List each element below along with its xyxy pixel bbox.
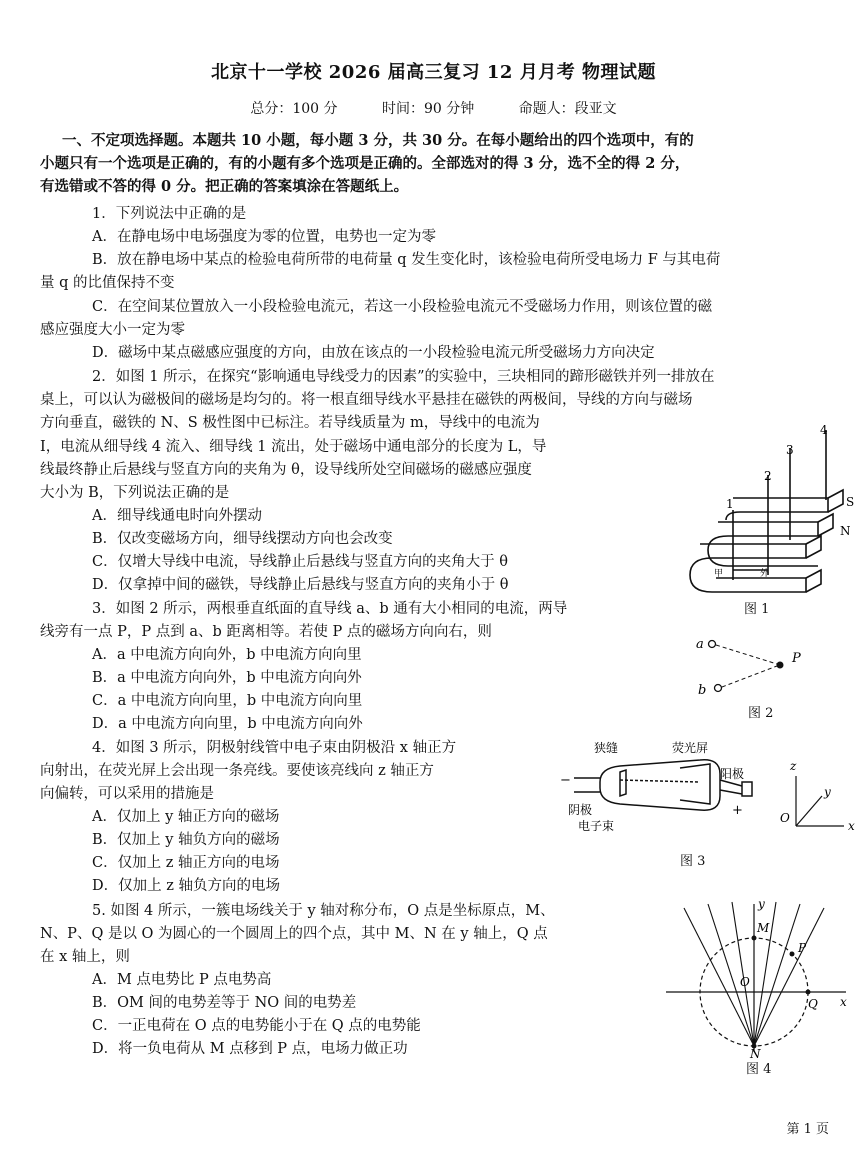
dashed-line-bp: [722, 666, 777, 687]
fig1-label: 2: [764, 469, 772, 483]
q3-option-a: A．a 中电流方向向外，b 中电流方向向里: [92, 647, 362, 663]
q1-option-b-cont: 量 q 的比值保持不变: [40, 275, 175, 291]
wire-b-dot: [715, 685, 722, 692]
fig2-label-b: b: [698, 683, 707, 698]
cathode-connector: [574, 778, 600, 792]
section-instruction-line: 小题只有一个选项是正确的，有的小题有多个选项是正确的。全部选对的得 3 分，选不全的得 2 分，: [40, 155, 690, 172]
q2-stem: 桌上，可以认为磁极间的磁场是均匀的。将一根直细导线水平悬挂在磁铁的两极间，导线的方向与磁场: [40, 392, 693, 408]
section-instruction-line: 有选错或不答的得 0 分。把正确的答案填涂在答题纸上。: [40, 178, 409, 195]
q4-option-c: C．仅加上 z 轴正方向的电场: [92, 855, 280, 871]
point-q: [806, 990, 811, 995]
fig1-label-n: N: [840, 524, 851, 538]
q2-option-b: B．仅改变磁场方向，细导线摆动方向也会改变: [92, 531, 393, 547]
figure-1-horseshoe-magnets: [678, 420, 858, 620]
figure-3-cathode-ray-tube: [560, 730, 860, 850]
q1-stem: 1．下列说法中正确的是: [92, 206, 247, 222]
fig1-label: 4: [820, 423, 828, 437]
page-number: 第 1 页: [786, 1122, 829, 1137]
q2-stem: I，电流从细导线 4 流入、细导线 1 流出，处于磁场中通电部分的长度为 L，导: [40, 439, 547, 455]
q5-option-b: B．OM 间的电势差等于 NO 间的电势差: [92, 995, 357, 1011]
q2-option-d: D．仅拿掉中间的磁铁，导线静止后悬线与竖直方向的夹角小于 θ: [92, 577, 509, 593]
screen: [680, 764, 710, 804]
figure-4-caption: 图 4: [746, 1062, 772, 1077]
q2-stem: 线最终静止后悬线与竖直方向的夹角为 θ，设导线所处空间磁场的磁感应强度: [40, 462, 532, 478]
fig2-label-a: a: [696, 637, 704, 652]
q1-option-a: A．在静电场中电场强度为零的位置，电势也一定为零: [92, 229, 436, 245]
q2-stem: 2．如图 1 所示，在探究“影响通电导线受力的因素”的实验中，三块相同的蹄形磁铁并列一排放在: [92, 369, 715, 385]
anode-connector: [720, 780, 742, 794]
fig1-label: 1: [726, 497, 734, 511]
q5-option-c: C．一正电荷在 O 点的电势能小于在 Q 点的电势能: [92, 1018, 421, 1034]
fig2-label-p: P: [792, 651, 801, 666]
section-instruction-line: 一、不定项选择题。本题共 10 小题，每小题 3 分，共 30 分。在每小题给出的四个选项中，有的: [62, 132, 694, 149]
slit-plate: [620, 770, 626, 796]
total-score: 总分：100 分: [250, 101, 338, 117]
fig4-label-p: P: [798, 941, 807, 955]
magnet-shapes: [690, 430, 843, 592]
fig3-label-beam: 电子束: [578, 819, 615, 833]
q3-option-b: B．a 中电流方向向外，b 中电流方向向外: [92, 670, 362, 686]
fig1-label: 甲: [714, 569, 724, 579]
fig3-label-slit: 狭缝: [594, 741, 619, 755]
page-title: 北京十一学校 2026 届高三复习 12 月月考 物理试题: [211, 62, 656, 83]
figure-1-caption: 图 1: [744, 602, 770, 617]
fig3-minus: −: [560, 773, 571, 788]
q2-option-a: A．细导线通电时向外摆动: [92, 508, 262, 524]
q4-stem: 向偏转，可以采用的措施是: [40, 786, 214, 802]
q3-option-d: D．a 中电流方向向里，b 中电流方向向外: [92, 716, 363, 732]
magnet-top: [726, 498, 828, 520]
magnet-end-bottom: [806, 536, 821, 558]
q1-option-c: C．在空间某位置放入一小段检验电流元，若这一小段检验电流元不受磁场力作用，则该位置的磁: [92, 299, 713, 315]
magnet-end-top: [828, 490, 843, 512]
fig3-plus: +: [732, 803, 743, 818]
magnet-end-mid: [818, 514, 833, 536]
figure-2-caption: 图 2: [748, 706, 774, 721]
exam-time: 时间：90 分钟: [381, 101, 475, 117]
anode-cap: [742, 782, 752, 796]
q4-stem: 向射出，在荧光屏上会出现一条亮线。要使该亮线向 z 轴正方: [40, 763, 434, 779]
q1-option-b: B．放在静电场中某点的检验电荷所带的电荷量 q 发生变化时，该检验电荷所受电场力 F 与其电荷: [92, 252, 721, 268]
electron-beam: [620, 780, 700, 782]
fig4-label-q: Q: [808, 997, 818, 1011]
q2-option-c: C．仅增大导线中电流，导线静止后悬线与竖直方向的夹角大于 θ: [92, 554, 508, 570]
fig3-axis-y: y: [824, 785, 831, 799]
fig3-axis-x: x: [848, 819, 855, 833]
fig4-label-y: y: [758, 897, 765, 911]
figure-3-caption: 图 3: [680, 854, 706, 869]
q3-stem: 线旁有一点 P，P 点到 a、b 距离相等。若使 P 点的磁场方向向右，则: [40, 624, 492, 640]
fig4-label-x: x: [840, 995, 847, 1009]
figure-2-wires: [690, 628, 820, 700]
q4-option-d: D．仅加上 z 轴负方向的电场: [92, 878, 280, 894]
fig1-label-s: S: [846, 495, 855, 509]
fig3-label-screen: 荧光屏: [672, 741, 709, 755]
q4-option-b: B．仅加上 y 轴负方向的磁场: [92, 832, 280, 848]
q2-stem: 方向垂直，磁铁的 N、S 极性图中已标注。若导线质量为 m，导线中的电流为: [40, 415, 540, 431]
point-p: [790, 952, 795, 957]
q5-option-a: A．M 点电势比 P 点电势高: [92, 972, 272, 988]
q5-option-d: D．将一负电荷从 M 点移到 P 点，电场力做正功: [92, 1041, 408, 1057]
q5-stem: 5. 如图 4 所示，一簇电场线关于 y 轴对称分布，O 点是坐标原点，M、: [92, 903, 555, 919]
fig3-axis-z: z: [790, 759, 797, 773]
q3-option-c: C．a 中电流方向向里，b 中电流方向向里: [92, 693, 363, 709]
fig4-label-m: M: [757, 921, 770, 935]
wire-a-dot: [709, 641, 716, 648]
q5-stem: N、P、Q 是以 O 为圆心的一个圆周上的四个点，其中 M、N 在 y 轴上，Q 点: [40, 926, 548, 942]
fig4-label-n: N: [750, 1047, 761, 1058]
q5-stem: 在 x 轴上，则: [40, 949, 130, 965]
dashed-line-ap: [716, 645, 777, 664]
point-p-dot: [777, 662, 784, 669]
q3-stem: 3．如图 2 所示，两根垂直纸面的直导线 a、b 通有大小相同的电流，两导: [92, 601, 568, 617]
y-axis: [796, 796, 822, 826]
q1-option-d: D．磁场中某点磁感应强度的方向，由放在该点的一小段检验电流元所受磁场力方向决定: [92, 345, 655, 361]
q2-stem: 大小为 B，下列说法正确的是: [40, 485, 230, 501]
fig3-label-anode: 阳极: [720, 767, 745, 781]
q4-stem: 4．如图 3 所示，阴极射线管中电子束由阴极沿 x 轴正方: [92, 740, 457, 756]
q4-option-a: A．仅加上 y 轴正方向的磁场: [92, 809, 280, 825]
fig1-label: 3: [786, 443, 794, 457]
fig3-axis-o: O: [780, 811, 790, 825]
exam-meta: [0, 98, 867, 118]
fig1-label: 外: [760, 569, 770, 579]
figure-4-field-lines: [664, 896, 854, 1058]
fig3-axes: [796, 776, 844, 826]
magnet-end-bottom2: [806, 570, 821, 592]
fig3-label-cathode: 阴极: [568, 803, 593, 817]
q1-option-c-cont: 感应强度大小一定为零: [40, 322, 185, 338]
exam-author: 命题人：段亚文: [518, 101, 617, 117]
point-m: [752, 936, 757, 941]
fig4-label-o: O: [740, 975, 750, 989]
